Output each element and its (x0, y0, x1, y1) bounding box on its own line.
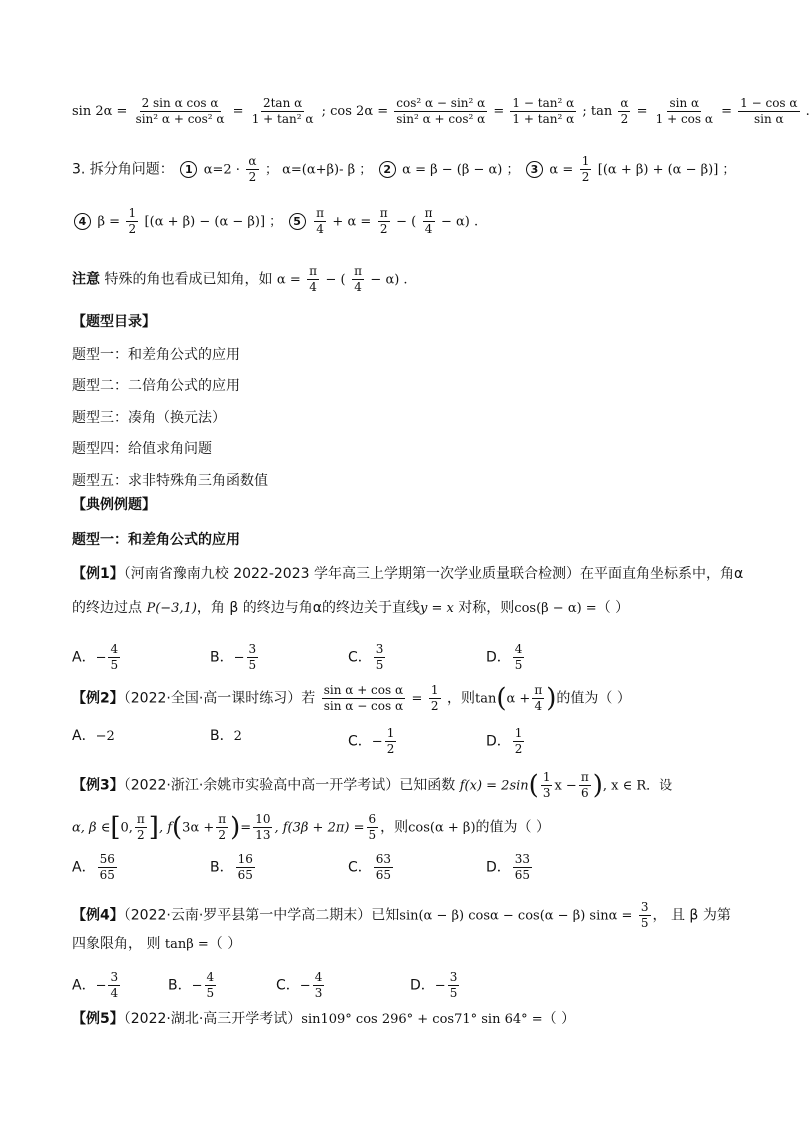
example-3-line-1: 【例3】（2022·浙江·余姚市实验高中高一开学考试）已知函数 f(x) = 2sin( $\frac{1}{3}$ x − $\frac{\pi}{6}$ ), x ∈ R．设 (72, 770, 673, 801)
fraction: $\frac{\pi}{2}$ (136, 812, 145, 842)
fraction: $\frac{\pi}{4}$ (354, 264, 362, 294)
note-line: 注意 特殊的角也看成已知角，如 α = $\frac{\pi}{4}$ − ( $\frac{\pi}{4}$ − α) . (72, 264, 408, 294)
example-1-line-1: 【例1】（河南省豫南九校 2022-2023 学年高三上学期第一次学业质量联合检测）在平面直角坐标系中，角α (72, 566, 744, 582)
fraction: $\frac{\text{sin α}}{\text{1 + cos α}}$ (655, 96, 713, 126)
section-title: 题型一：和差角公式的应用 (72, 532, 240, 548)
tan-lhs: ; tan (582, 104, 613, 119)
example-tag: 【例5】 (72, 1011, 124, 1027)
fraction: $\frac{\alpha}{2}$ (248, 154, 257, 184)
option-a[interactable]: A．− $\frac{4}{5}$ (72, 642, 119, 672)
example-3-line-2: α, β ∈[0, $\frac{\pi}{2}$ ], f(3α + $\frac{\pi}{2}$ )= $\frac{10}{13}$ , f(3β + 2π) = $\frac{6}{5}$ ，则cos(α + β)的值为（ ） (72, 812, 550, 843)
split-angle-line-2: 4 β = $\frac{1}{2}$ [(α + β) − (α − β)] ； 5 $\frac{\pi}{4}$ + α = $\frac{\pi}{2}$ − ( $\frac{\pi}{4}$ − α) . (72, 206, 734, 237)
example-tag: 【例2】 (72, 690, 124, 707)
option-b[interactable]: B．2 (210, 728, 242, 744)
fraction: $\frac{\text{1 − cos α}}{\text{sin α}}$ (740, 96, 798, 126)
toc-item: 题型三：凑角（换元法） (72, 410, 226, 426)
example-2-line: 【例2】（2022·全国·高一课时练习）若 $\frac{\text{sin α + cos α}}{\text{sin α − cos α}}$ = $\frac{1}{2}$ ，则tan(α + $\frac{\pi}{4}$ )的值为（ ） (72, 683, 631, 714)
fraction: $\frac{\text{2 sin α cos α}}{\text{sin² α + cos² α}}$ (135, 96, 225, 126)
fraction: $\frac{1}{2}$ (581, 154, 590, 184)
circled-number-2: 2 (379, 161, 396, 178)
fraction: $\frac{1}{3}$ (542, 770, 551, 800)
double-angle-formula-line: sin 2α = $\frac{\text{2 sin α cos α}}{\text{sin² α + cos² α}}$ = $\frac{\text{2tan α}}{\text{1 + tan² α}}$ ; cos 2α = $\frac{\text{cos² α − sin² α}}{\text{sin² α + cos² α}}$ = $\frac{\text{1 − tan² α}}{\text{1 + tan² α}}$ ; tan $\frac{\alpha}{2}$ = $\frac{\text{sin α}}{\text{1 + cos α}}$ = $\frac{\text{1 − cos α}}{\text{sin α}}$ . (72, 96, 810, 126)
option-b[interactable]: B．− $\frac{3}{5}$ (210, 642, 257, 672)
toc-header: 【题型目录】 (72, 314, 156, 330)
cos2a-lhs: ; cos 2α = (321, 104, 389, 119)
sin2a-lhs: sin 2α = (72, 104, 128, 119)
fraction: $\frac{\pi}{4}$ (309, 264, 318, 294)
example-tag: 【例1】 (72, 566, 124, 582)
circled-number-1: 1 (180, 161, 197, 178)
examples-header: 【典例例题】 (72, 497, 156, 513)
example-5-line: 【例5】（2022·湖北·高三开学考试）sin109° cos 296° + cos71° sin 64° =（ ） (72, 1011, 576, 1027)
circled-number-5: 5 (289, 213, 306, 230)
example-tag: 【例4】 (72, 907, 124, 924)
example-4-line-1: 【例4】（2022·云南·罗平县第一中学高二期末）已知sin(α − β) cosα − cos(α − β) sinα = $\frac{3}{5}$ ， 且 β 为第 (72, 900, 731, 930)
option-c[interactable]: C． $\frac{63}{65}$ (348, 852, 392, 882)
fraction: $\frac{\pi}{4}$ (316, 206, 324, 236)
fraction: $\frac{6}{5}$ (368, 812, 377, 842)
toc-item: 题型一：和差角公式的应用 (72, 347, 240, 363)
option-c[interactable]: C． $\frac{3}{5}$ (348, 642, 384, 672)
fraction: $\frac{3}{5}$ (640, 900, 649, 930)
fraction: $\frac{\text{1 − tan² α}}{\text{1 + tan² α}}$ (512, 96, 575, 126)
fraction: $\frac{\pi}{2}$ (379, 206, 388, 236)
fraction: $\frac{10}{13}$ (255, 812, 271, 842)
fraction: $\frac{\text{sin α + cos α}}{\text{sin α − cos α}}$ (323, 683, 404, 713)
example-tag: 【例3】 (72, 777, 124, 794)
fraction: $\frac{\text{cos² α − sin² α}}{\text{sin² α + cos² α}}$ (396, 96, 486, 126)
option-d[interactable]: D． $\frac{33}{65}$ (486, 852, 531, 882)
fraction: $\frac{\pi}{4}$ (424, 206, 433, 236)
fraction: $\frac{\pi}{2}$ (218, 812, 227, 842)
option-c[interactable]: C．− $\frac{4}{3}$ (276, 970, 323, 1000)
toc-item: 题型二：二倍角公式的应用 (72, 378, 240, 394)
option-b[interactable]: B．− $\frac{4}{5}$ (168, 970, 215, 1000)
note-label: 注意 (72, 271, 100, 288)
note-text: 特殊的角也看成已知角，如 (104, 271, 273, 288)
split-angle-heading: 3. 拆分角问题： (72, 161, 174, 178)
option-b[interactable]: B． $\frac{16}{65}$ (210, 852, 253, 882)
circled-number-4: 4 (74, 213, 91, 230)
option-c[interactable]: C．− $\frac{1}{2}$ (348, 726, 395, 756)
circled-number-3: 3 (526, 161, 543, 178)
toc-item: 题型五：求非特殊角三角函数值 (72, 473, 268, 489)
fraction: $\frac{\alpha}{2}$ (620, 96, 629, 126)
fraction: $\frac{\text{2tan α}}{\text{1 + tan² α}}$ (251, 96, 314, 126)
option-d[interactable]: D． $\frac{4}{5}$ (486, 642, 523, 672)
option-a[interactable]: A．− $\frac{3}{4}$ (72, 970, 119, 1000)
fraction: $\frac{\pi}{6}$ (580, 770, 589, 800)
option-a[interactable]: A． $\frac{56}{65}$ (72, 852, 115, 882)
option-d[interactable]: D． $\frac{1}{2}$ (486, 726, 523, 756)
fraction: $\frac{1}{2}$ (128, 206, 137, 236)
option-a[interactable]: A．−2 (72, 728, 115, 744)
fraction: $\frac{1}{2}$ (430, 683, 439, 713)
example-4-line-2: 四象限角， 则 tanβ =（ ） (72, 936, 242, 952)
example-1-line-2: 的终边过点 P(−3,1)，角 β 的终边与角α的终边关于直线y = x 对称，则cos(β − α) =（ ） (72, 600, 630, 616)
option-d[interactable]: D．− $\frac{3}{5}$ (410, 970, 458, 1000)
fraction: $\frac{\pi}{4}$ (534, 683, 543, 713)
split-angle-line-1: 3. 拆分角问题： 1 α=2 · $\frac{\alpha}{2}$ ； α=(α+β)- β ； 2 α = β − (β − α) ； 3 α = $\frac{1}{2}$ [(α + β) + (α − β)] ； (72, 154, 736, 184)
toc-item: 题型四：给值求角问题 (72, 441, 212, 457)
